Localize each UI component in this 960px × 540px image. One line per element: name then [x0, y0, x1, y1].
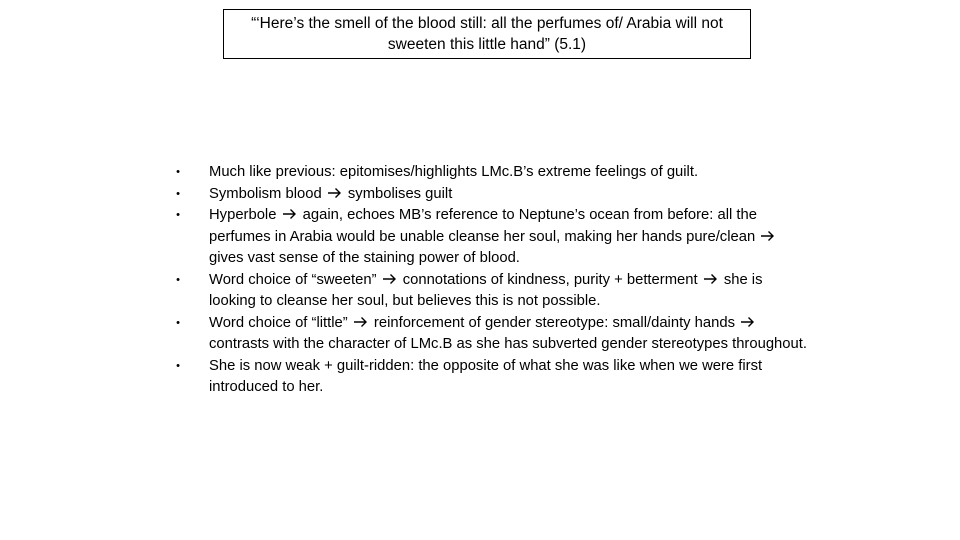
arrow-right-icon — [282, 208, 297, 220]
bullet-text: Hyperbole again, echoes MB’s reference to Neptune’s ocean from before: all the perfumes in Arabia would be unable cleanse her soul, making her hands pure/clean gives vast sense of the staining power of blood. — [209, 207, 777, 266]
bullet-dot-icon: • — [176, 166, 180, 178]
bullet-dot-icon: • — [176, 273, 180, 286]
bullet-text: Word choice of “sweeten” connotations of kindness, purity + betterment she is looking to cleanse her soul, but believes this is not possible. — [209, 271, 763, 309]
bullet-item — [172, 270, 812, 313]
arrow-right-icon — [382, 273, 397, 285]
arrow-right-icon — [327, 187, 342, 199]
bullet-item — [172, 356, 812, 399]
bullet-item — [172, 205, 812, 270]
bullet-text: She is now weak + guilt-ridden: the opposite of what she was like when we were first introduced to her. — [209, 357, 763, 395]
bullet-dot-icon: • — [176, 209, 180, 221]
bullet-dot-icon: • — [176, 316, 180, 329]
arrow-right-icon — [760, 230, 775, 242]
bullet-dot-icon: • — [176, 187, 180, 200]
bullet-list — [172, 162, 812, 399]
bullet-item — [172, 313, 812, 356]
quote-box — [223, 9, 751, 59]
bullet-item — [172, 184, 812, 206]
bullet-item — [172, 162, 812, 184]
arrow-right-icon — [353, 316, 368, 328]
bullet-dot-icon: • — [176, 359, 180, 372]
arrow-right-icon — [740, 316, 755, 328]
bullet-text: Much like previous: epitomises/highlights LMc.B’s extreme feelings of guilt. — [209, 164, 699, 180]
arrow-right-icon — [703, 273, 718, 285]
bullet-text: Word choice of “little” reinforcement of gender stereotype: small/dainty hands contrasts with the character of LMc.B as she has subverted gender stereotypes throughout. — [209, 314, 807, 352]
bullet-text: Symbolism blood symbolises guilt — [209, 185, 453, 202]
quote-text: “‘Here’s the smell of the blood still: all the perfumes of/ Arabia will not sweeten this little hand” (5.1) — [251, 15, 723, 53]
